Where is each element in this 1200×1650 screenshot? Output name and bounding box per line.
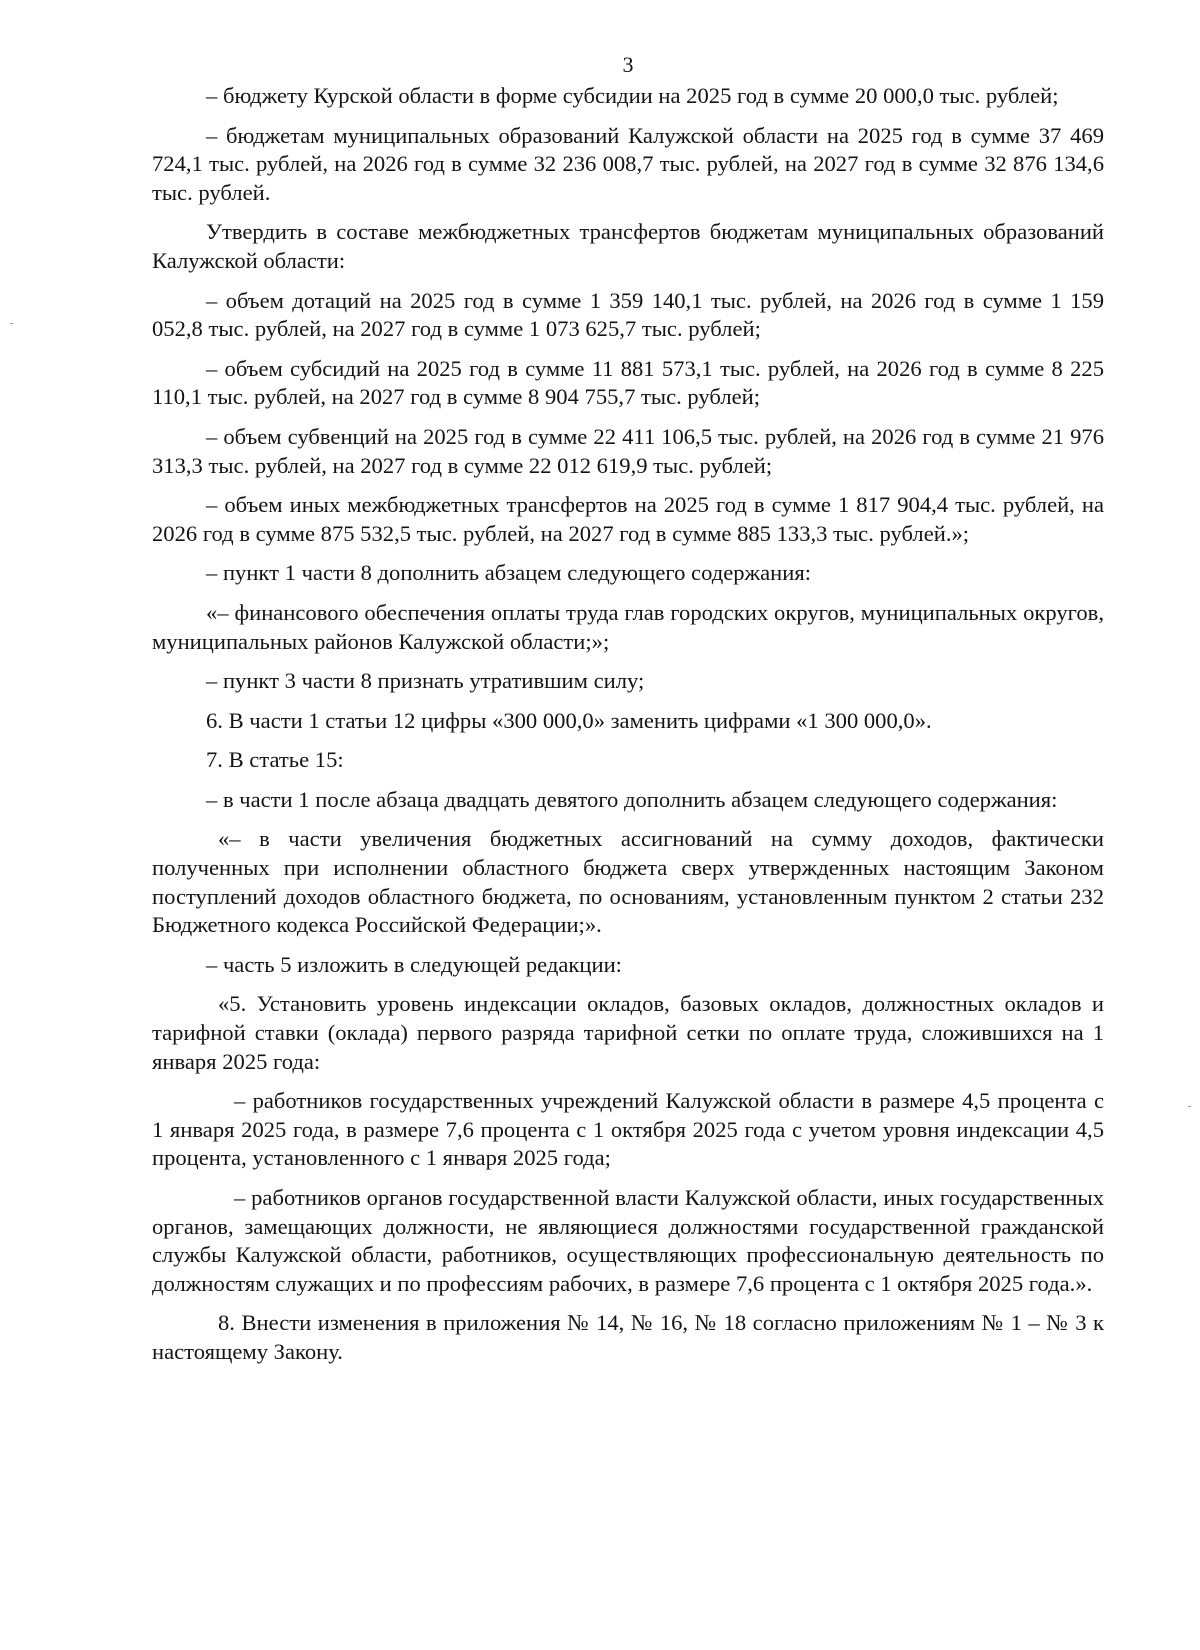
paragraph-other-transfers: – объем иных межбюджетных трансфертов на 2025 год в сумме 1 817 904,4 тыс. рублей, на 2026 год в сумме 875 532,5 тыс. рублей, на 2027 год в сумме 885 133,3 тыс. рублей.»; — [152, 492, 1104, 546]
scan-artifact — [10, 323, 13, 324]
scan-artifact — [1188, 1106, 1191, 1107]
paragraph-point-1-part-8: – пункт 1 части 8 дополнить абзацем следующего содержания: — [206, 560, 812, 586]
page-number: 3 — [622, 52, 634, 77]
paragraph-state-institutions: – работников государственных учреждений Калужской области в размере 4,5 процента с 1 января 2025 года, в размере 7,6 процента с 1 октября 2025 года с учетом уровня индексации 4,5 процента, установленного с 1 января 2025 года; — [152, 1088, 1104, 1171]
paragraph-item-6: 6. В части 1 статьи 12 цифры «300 000,0» заменить цифрами «1 300 000,0». — [206, 707, 932, 733]
paragraph-subsidies: – объем субсидий на 2025 год в сумме 11 881 573,1 тыс. рублей, на 2026 год в сумме 8 225 110,1 тыс. рублей, на 2027 год в сумме 8 904 755,7 тыс. рублей; — [152, 355, 1104, 410]
paragraph-financial-support: «– финансового обеспечения оплаты труда глав городских округов, муниципальных округов, муниципальных районов Калужской области;»; — [152, 599, 1104, 654]
paragraph-point-3-part-8: – пункт 3 части 8 признать утратившим силу; — [206, 668, 645, 694]
paragraph-budget-allocations: «– в части увеличения бюджетных ассигнований на сумму доходов, фактически полученных при исполнении областного бюджета сверх утвержденных настоящим Законом поступлений доходов областного бюджета, по основаниям, установленным пунктом 2 статьи 232 Бюджетного кодекса Российской Федерации;». — [152, 826, 1104, 938]
paragraph-item-7: 7. В статье 15: — [206, 747, 344, 773]
paragraph-indexation: «5. Установить уровень индексации окладов, базовых окладов, должностных окладов и тарифной ставки (оклада) первого разряда тарифной сетки по оплате труда, сложившихся на 1 января 2025 года: — [152, 991, 1104, 1074]
paragraph-item-8: 8. Внести изменения в приложения № 14, № 16, № 18 согласно приложениям № 1 – № 3 к настоящему Закону. — [152, 1310, 1104, 1364]
paragraph-part-5: – часть 5 изложить в следующей редакции: — [206, 951, 622, 977]
paragraph-kursk-subsidy: – бюджету Курской области в форме субсидии на 2025 год в сумме 20 000,0 тыс. рублей; — [206, 83, 1059, 108]
paragraph-municipal-budgets: – бюджетам муниципальных образований Калужской области на 2025 год в сумме 37 469 724,1 тыс. рублей, на 2026 год в сумме 32 236 008,7 тыс. рублей, на 2027 год в сумме 32 876 134,6 тыс. рублей. — [152, 122, 1104, 205]
paragraph-approve-transfers: Утвердить в составе межбюджетных трансфертов бюджетам муниципальных образований Калужской области: — [152, 219, 1104, 273]
paragraph-state-authorities: – работников органов государственной власти Калужской области, иных государственных органов, замещающих должности, не являющиеся должностями государственной гражданской службы Калужской области, работников, осуществляющих профессиональную деятельность по должностям служащих и по профессиям рабочих, в размере 7,6 процента с 1 октября 2025 года.». — [152, 1185, 1104, 1296]
paragraph-subventions: – объем субвенций на 2025 год в сумме 22 411 106,5 тыс. рублей, на 2026 год в сумме 21 976 313,3 тыс. рублей, на 2027 год в сумме 22 012 619,9 тыс. рублей; — [152, 423, 1104, 478]
paragraph-part-1-addition: – в части 1 после абзаца двадцать девятого дополнить абзацем следующего содержания: — [206, 786, 1058, 812]
paragraph-dotations: – объем дотаций на 2025 год в сумме 1 359 140,1 тыс. рублей, на 2026 год в сумме 1 159 052,8 тыс. рублей, на 2027 год в сумме 1 073 625,7 тыс. рублей; — [152, 287, 1104, 342]
document-page — [152, 52, 1104, 1378]
